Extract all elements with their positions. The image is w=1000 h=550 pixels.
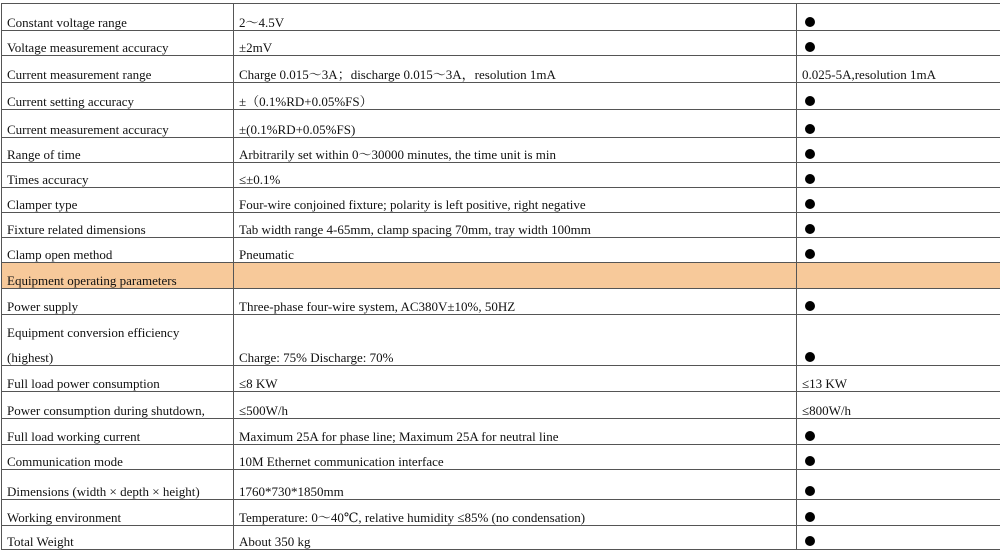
param-label: Working environment bbox=[2, 500, 234, 526]
param-value: Maximum 25A for phase line; Maximum 25A for neutral line bbox=[234, 419, 797, 445]
param-value: Charge 0.015～3A；discharge 0.015～3A，resolution 1mA bbox=[234, 56, 797, 83]
param-label: Current measurement accuracy bbox=[2, 110, 234, 138]
param-extra bbox=[797, 31, 1000, 56]
param-value: Arbitrarily set within 0～30000 minutes, the time unit is min bbox=[234, 138, 797, 163]
bullet-icon bbox=[805, 199, 815, 209]
param-value: 2～4.5V bbox=[234, 4, 797, 31]
param-extra bbox=[797, 315, 1000, 366]
param-extra bbox=[797, 4, 1000, 31]
param-extra bbox=[797, 238, 1000, 263]
param-value: About 350 kg bbox=[234, 526, 797, 550]
bullet-icon bbox=[805, 431, 815, 441]
param-label: Total Weight bbox=[2, 526, 234, 550]
param-value: Tab width range 4-65mm, clamp spacing 70mm, tray width 100mm bbox=[234, 213, 797, 238]
param-extra: 0.025-5A,resolution 1mA bbox=[797, 56, 1000, 83]
param-value: Temperature: 0～40℃, relative humidity ≤85% (no condensation) bbox=[234, 500, 797, 526]
param-label: Full load working current bbox=[2, 419, 234, 445]
bullet-icon bbox=[805, 456, 815, 466]
table-row bbox=[2, 31, 1000, 56]
table-row bbox=[2, 392, 1000, 419]
param-value: 1760*730*1850mm bbox=[234, 470, 797, 500]
param-value: Three-phase four-wire system, AC380V±10%, 50HZ bbox=[234, 289, 797, 315]
param-label: Dimensions (width × depth × height) bbox=[2, 470, 234, 500]
table-row bbox=[2, 470, 1000, 500]
bullet-icon bbox=[805, 512, 815, 522]
bullet-icon bbox=[805, 249, 815, 259]
bullet-icon bbox=[805, 96, 815, 106]
param-value: Four-wire conjoined fixture; polarity is left positive, right negative bbox=[234, 188, 797, 213]
table-row bbox=[2, 4, 1000, 31]
param-value: ≤8 KW bbox=[234, 366, 797, 392]
param-label-line2: (highest) bbox=[7, 350, 233, 365]
param-extra: ≤13 KW bbox=[797, 366, 1000, 392]
param-extra bbox=[797, 500, 1000, 526]
param-label: Clamper type bbox=[2, 188, 234, 213]
table-row bbox=[2, 238, 1000, 263]
param-label: Full load power consumption bbox=[2, 366, 234, 392]
bullet-icon bbox=[805, 352, 815, 362]
param-extra bbox=[797, 526, 1000, 550]
bullet-icon bbox=[805, 149, 815, 159]
table-row bbox=[2, 366, 1000, 392]
section-empty bbox=[797, 263, 1000, 289]
table-row bbox=[2, 289, 1000, 315]
table-row bbox=[2, 315, 1000, 366]
param-extra bbox=[797, 188, 1000, 213]
param-label: Fixture related dimensions bbox=[2, 213, 234, 238]
table-row bbox=[2, 138, 1000, 163]
bullet-icon bbox=[805, 174, 815, 184]
param-extra bbox=[797, 289, 1000, 315]
param-value: ≤±0.1% bbox=[234, 163, 797, 188]
param-extra bbox=[797, 110, 1000, 138]
param-label: Power consumption during shutdown, bbox=[2, 392, 234, 419]
param-extra bbox=[797, 419, 1000, 445]
table-row bbox=[2, 163, 1000, 188]
table-row bbox=[2, 56, 1000, 83]
param-extra bbox=[797, 445, 1000, 470]
param-label: Range of time bbox=[2, 138, 234, 163]
table-row bbox=[2, 110, 1000, 138]
param-value: Pneumatic bbox=[234, 238, 797, 263]
param-value: ±(0.1%RD+0.05%FS) bbox=[234, 110, 797, 138]
param-value: 10M Ethernet communication interface bbox=[234, 445, 797, 470]
section-header-row bbox=[2, 263, 1000, 289]
param-extra bbox=[797, 83, 1000, 110]
param-value: ≤500W/h bbox=[234, 392, 797, 419]
param-value: ±2mV bbox=[234, 31, 797, 56]
table-row bbox=[2, 188, 1000, 213]
param-label-line1: Equipment conversion efficiency bbox=[7, 325, 233, 340]
param-label: Constant voltage range bbox=[2, 4, 234, 31]
param-value: ±（0.1%RD+0.05%FS） bbox=[234, 83, 797, 110]
param-value: Charge: 75% Discharge: 70% bbox=[234, 315, 797, 366]
param-label: Current setting accuracy bbox=[2, 83, 234, 110]
param-label: Clamp open method bbox=[2, 238, 234, 263]
param-label bbox=[2, 315, 234, 366]
param-extra bbox=[797, 163, 1000, 188]
param-label: Communication mode bbox=[2, 445, 234, 470]
param-extra bbox=[797, 213, 1000, 238]
table-row bbox=[2, 419, 1000, 445]
bullet-icon bbox=[805, 42, 815, 52]
table-row bbox=[2, 213, 1000, 238]
specification-table bbox=[1, 3, 1000, 550]
table-row bbox=[2, 445, 1000, 470]
bullet-icon bbox=[805, 486, 815, 496]
table-row bbox=[2, 83, 1000, 110]
param-label: Power supply bbox=[2, 289, 234, 315]
bullet-icon bbox=[805, 124, 815, 134]
param-label: Voltage measurement accuracy bbox=[2, 31, 234, 56]
section-empty bbox=[234, 263, 797, 289]
table-row bbox=[2, 526, 1000, 550]
bullet-icon bbox=[805, 224, 815, 234]
param-label: Current measurement range bbox=[2, 56, 234, 83]
section-title: Equipment operating parameters bbox=[2, 263, 234, 289]
bullet-icon bbox=[805, 301, 815, 311]
param-extra bbox=[797, 470, 1000, 500]
param-extra: ≤800W/h bbox=[797, 392, 1000, 419]
param-label: Times accuracy bbox=[2, 163, 234, 188]
table-row bbox=[2, 500, 1000, 526]
param-extra bbox=[797, 138, 1000, 163]
bullet-icon bbox=[805, 17, 815, 27]
bullet-icon bbox=[805, 536, 815, 546]
